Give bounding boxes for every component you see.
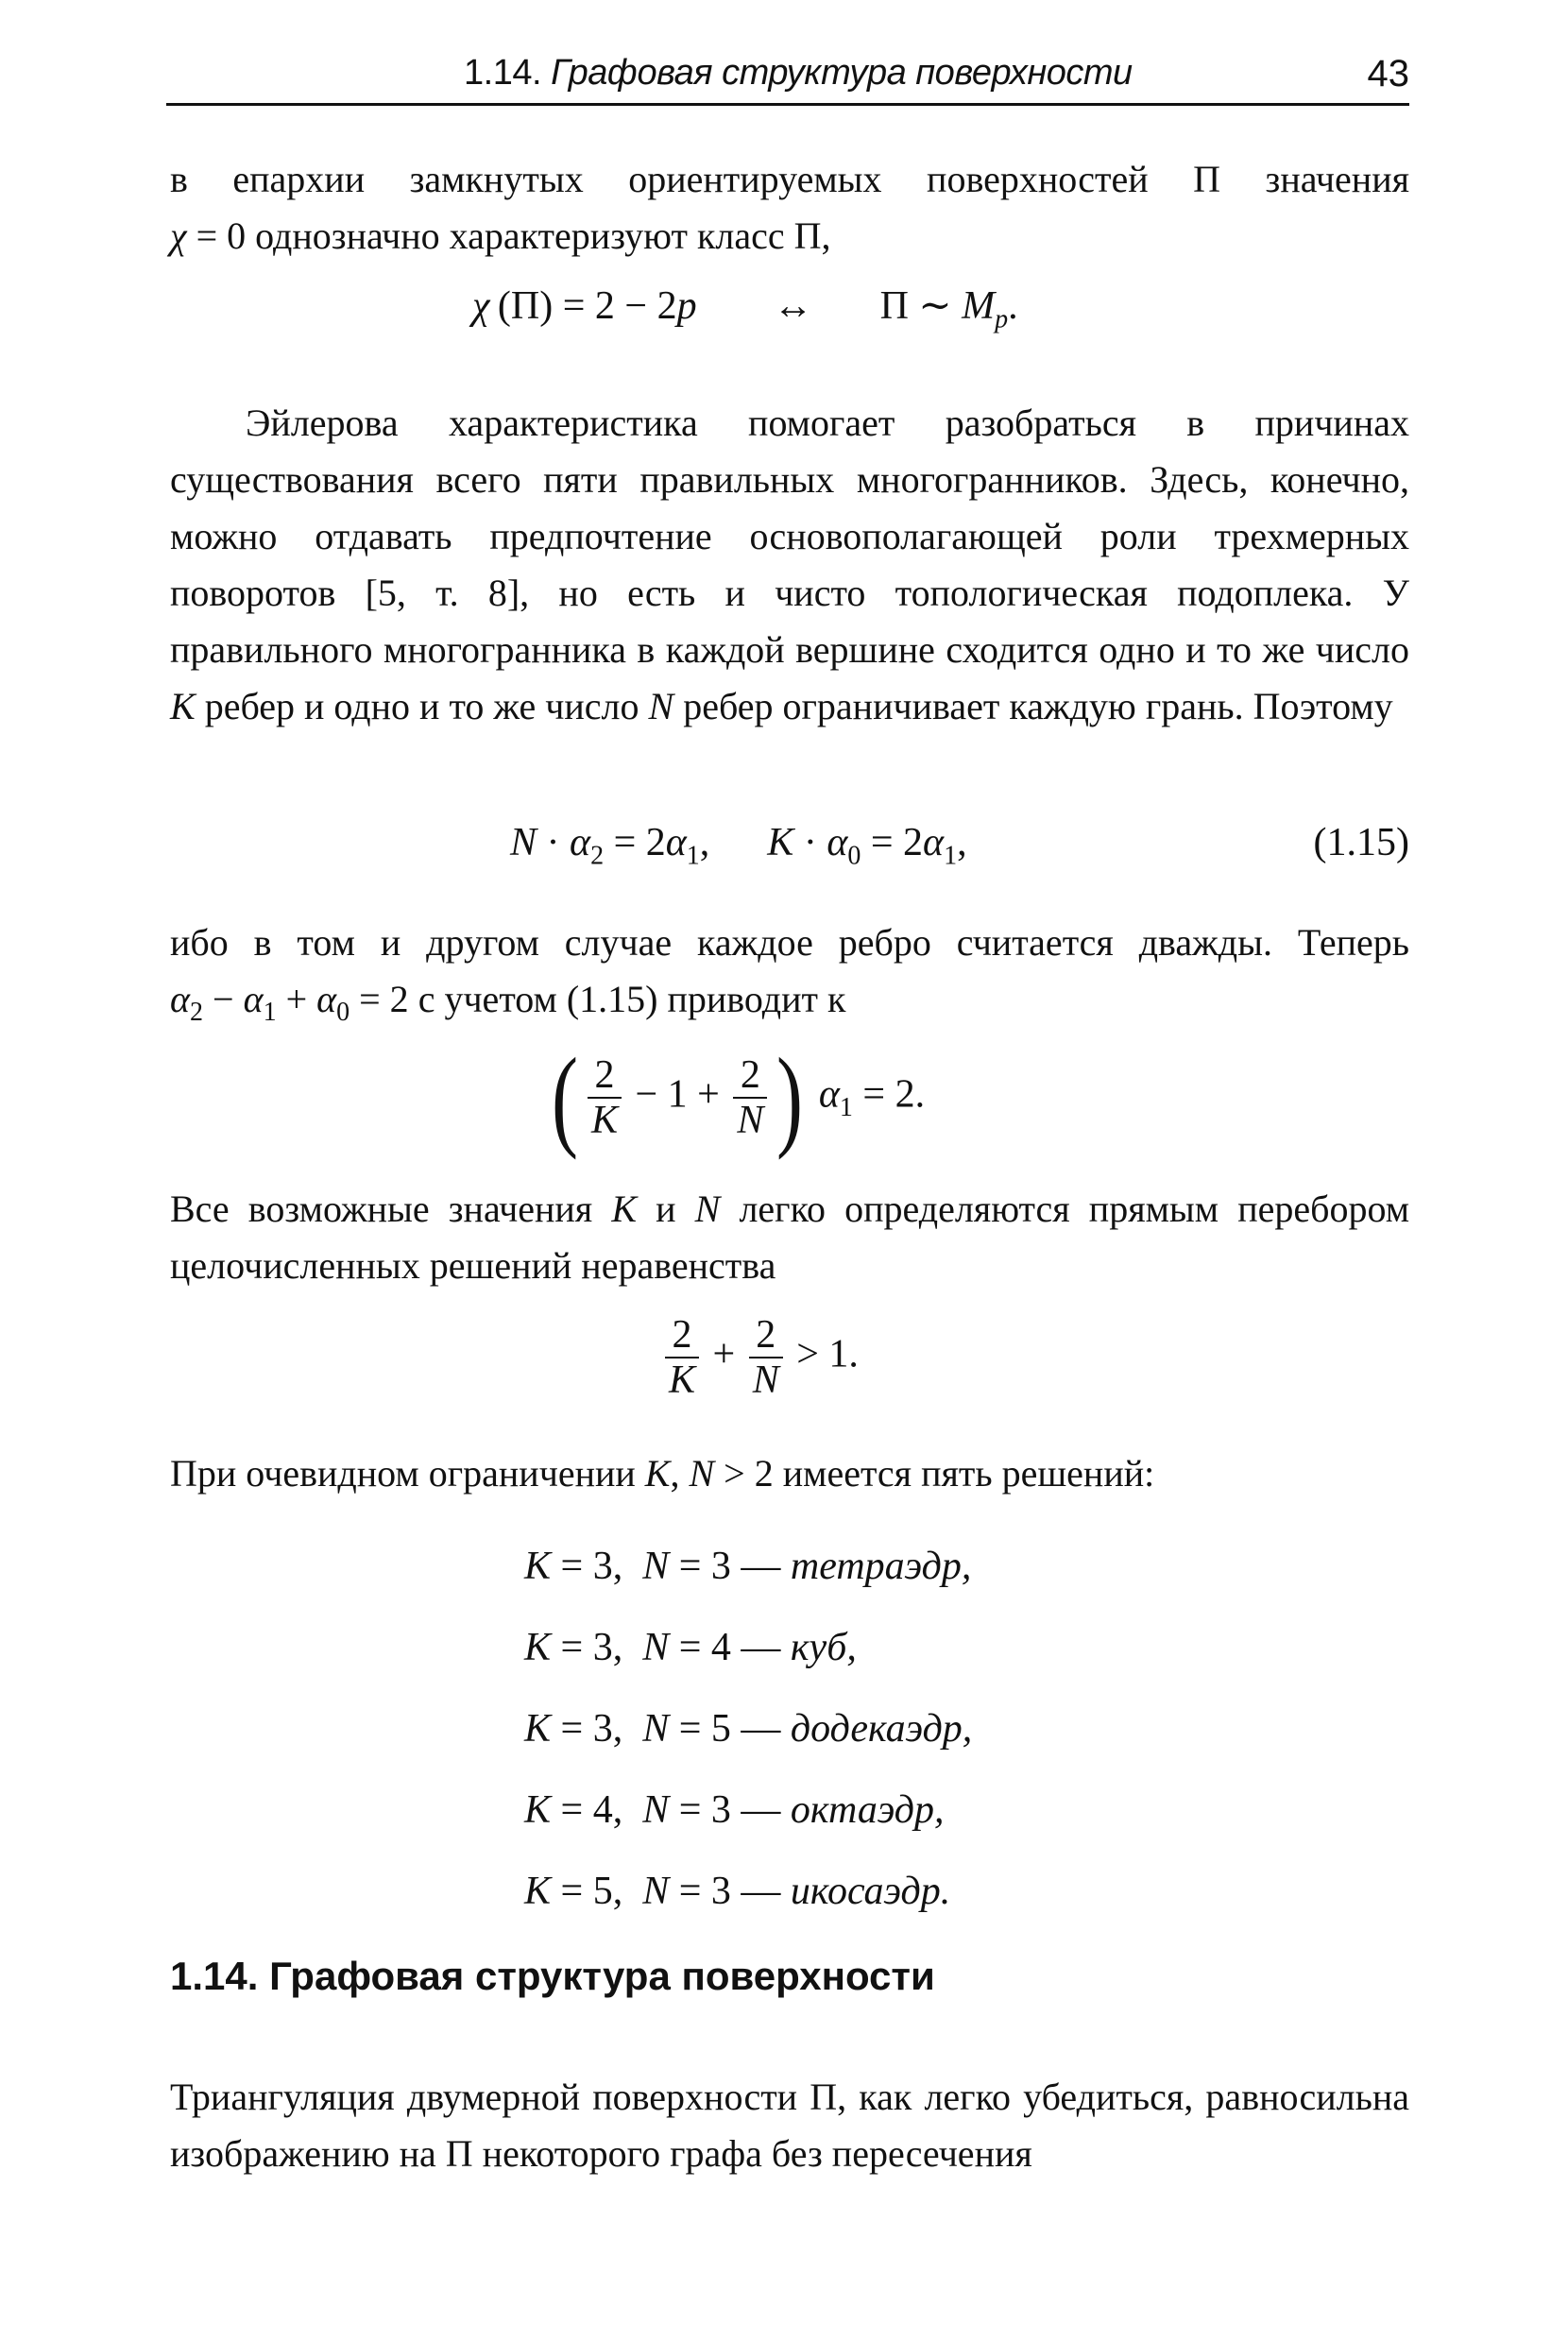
polyhedron-name: додекаэдр, — [790, 1707, 973, 1751]
p2-mid1: ребер и одно и то же число — [204, 685, 639, 727]
p1-line2: однозначно характеризуют класс П, — [255, 214, 831, 257]
polyhedron-row: K = 5, N = 3 — икосаэдр. — [524, 1870, 951, 1913]
polyhedra-list — [524, 1526, 972, 1932]
k-value: 3 — [592, 1707, 613, 1751]
k-value: 3 — [592, 1626, 613, 1669]
k-value: 4 — [592, 1788, 613, 1832]
polyhedron-name: куб, — [790, 1626, 857, 1669]
header-rule — [166, 103, 1409, 106]
paragraph-5: При очевидном ограничении K, N > 2 имеется пять решений: — [170, 1452, 1155, 1495]
paragraph-2: Эйлерова характеристика помогает разобраться в причинах существования всего пяти правильных многогранников. Здесь, конечно, можно отдавать предпочтение основополагающей роли трехмерных поворотов [5, т. 8], но есть и чисто топологическая подоплека. У правильного многогранника в каждой вершине сходится одно и то же число K ребер и одно и то же число N ребер ограничивает каждую грань. Поэтому — [170, 402, 1409, 727]
p5-part2: имеется пять решений: — [782, 1452, 1155, 1495]
page-number: 43 — [1367, 53, 1409, 94]
paragraph-3 — [170, 914, 1409, 971]
p6-text: Триангуляция двумерной поверхности П, как легко убедиться, равносильна изображению на П некоторого графа без пересечения — [170, 2076, 1409, 2175]
p2-text: Эйлерова характеристика помогает разобраться в причинах существования всего пяти правильных многогранников. Здесь, конечно, можно отдавать предпочтение основополагающей роли трехмерных поворотов [5, т. 8], но есть и чисто топологическая подоплека. У правильного многогранника в каждой вершине сходится одно и то же число — [170, 402, 1409, 671]
k-value: 3 — [592, 1545, 613, 1588]
n-value: 4 — [710, 1626, 731, 1669]
polyhedron-name: октаэдр, — [790, 1788, 945, 1832]
p5-part1: При очевидном ограничении — [170, 1452, 636, 1495]
polyhedron-name: тетраэдр, — [790, 1545, 972, 1588]
equation-euler-class: χ (П) = 2 − 2p ↔ П ∼ $M_p$. — [472, 284, 1018, 334]
p3-line2: с учетом (1.15) приводит к — [418, 978, 846, 1020]
k-value: 5 — [592, 1870, 613, 1913]
section-number: 1.14. — [170, 1954, 259, 1998]
polyhedron-row: K = 3, N = 4 — куб, — [524, 1626, 857, 1669]
n-value: 3 — [710, 1545, 731, 1588]
eq1-lhs: (П) = 2 − 2 — [497, 284, 677, 328]
equation-number: (1.15) — [1313, 821, 1409, 864]
eq1-rhs: П ∼ — [879, 284, 963, 328]
polyhedron-row: K = 3, N = 3 — тетраэдр, — [524, 1545, 972, 1588]
equation-sum: ( $\frac{2}{K}$ − 1 + $\frac{2}{N}$ ) $\alpha_1 = 2$. — [551, 1034, 926, 1160]
polyhedron-row: K = 3, N = 5 — додекаэдр, — [524, 1707, 973, 1751]
inequality: $\frac{2}{K}$ + $\frac{2}{N}$ > 1. — [661, 1313, 859, 1402]
running-title — [464, 53, 1133, 94]
paragraph-6 — [170, 2069, 1409, 2182]
p1-line1: в епархии замкнутых ориентируемых поверхностей П значения — [170, 158, 1409, 200]
polyhedron-name: икосаэдр. — [790, 1870, 951, 1913]
p4-part1: Все возможные значения — [170, 1188, 593, 1230]
p4-and: и — [656, 1188, 676, 1230]
n-value: 3 — [710, 1788, 731, 1832]
running-section-title: Графовая структура поверхности — [551, 53, 1133, 93]
n-value: 5 — [710, 1707, 731, 1751]
paragraph-1-line2: χ = 0 однозначно характеризуют класс П, — [170, 214, 831, 257]
running-section-number: 1.14. — [464, 53, 542, 93]
p4-part2: легко определяются прямым перебором целочисленных решений неравенства — [170, 1188, 1410, 1287]
running-header — [166, 49, 1409, 102]
n-value: 3 — [710, 1870, 731, 1913]
polyhedron-row: K = 4, N = 3 — октаэдр, — [524, 1788, 945, 1832]
p2-tail: ребер ограничивает каждую грань. Поэтому — [683, 685, 1393, 727]
paragraph-1 — [170, 151, 1409, 208]
section-heading — [170, 1954, 935, 1999]
paragraph-4: Все возможные значения K и N легко определяются прямым перебором целочисленных решений неравенства — [170, 1188, 1410, 1287]
equation-1-15: $N \cdot \alpha_2 = 2\alpha_1$, $K \cdot \alpha_0 = 2\alpha_1$, — [510, 821, 967, 871]
p3-line1: ибо в том и другом случае каждое ребро считается дважды. Теперь — [170, 921, 1409, 964]
eq1-arrow: ↔ — [773, 284, 813, 328]
paragraph-3-line2: $\alpha_2 - \alpha_1 + \alpha_0 = 2$ с учетом (1.15) приводит к — [170, 978, 846, 1027]
section-title: Графовая структура поверхности — [269, 1954, 935, 1998]
